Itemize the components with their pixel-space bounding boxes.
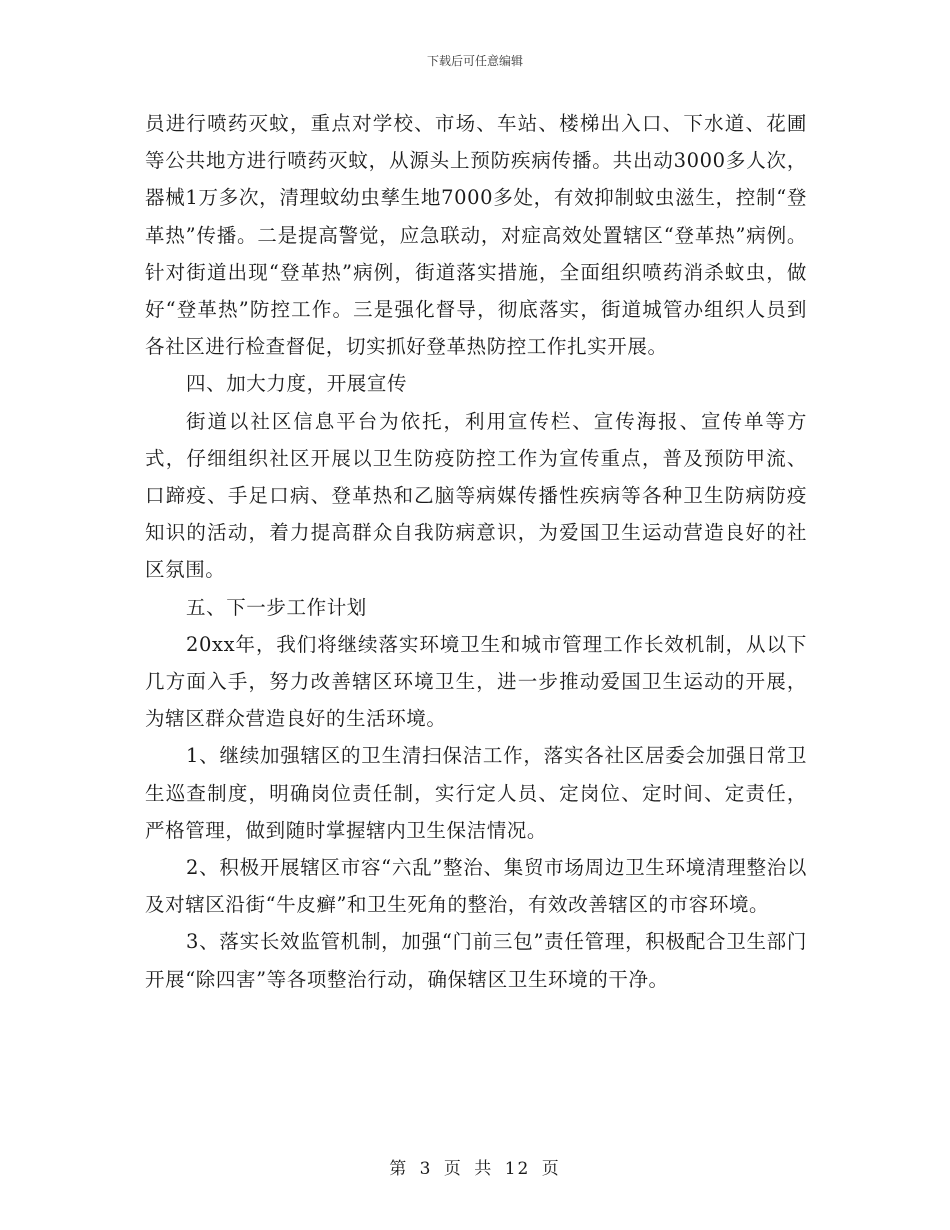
section-heading-5: 五、下一步工作计划 xyxy=(186,595,367,619)
paragraph-plan-item-3: 3、落实长效监管机制，加强“门前三包”责任管理，积极配合卫生部门开展“除四害”等各项整治行动，确保辖区卫生环境的干净。 xyxy=(145,930,807,991)
paragraph-publicity: 街道以社区信息平台为依托，利用宣传栏、宣传海报、宣传单等方式，仔细组织社区开展以卫生防疫防控工作为宣传重点，普及预防甲流、口蹄疫、手足口病、登革热和乙脑等病媒传播性疾病等各种卫生防病防疫知识的活动，着力提高群众自我防病意识，为爱国卫生运动营造良好的社区氛围。 xyxy=(145,409,807,582)
document-body xyxy=(145,105,807,998)
paragraph-plan-item-2: 2、积极开展辖区市容“六乱”整治、集贸市场周边卫生环境清理整治以及对辖区沿街“牛皮癣”和卫生死角的整治，有效改善辖区的市容环境。 xyxy=(145,856,807,917)
page-number: 第 3 页 共 12 页 xyxy=(389,1159,561,1179)
header-note: 下载后可任意编辑 xyxy=(426,54,523,68)
paragraph-plan-item-1: 1、继续加强辖区的卫生清扫保洁工作，落实各社区居委会加强日常卫生巡查制度，明确岗位责任制，实行定人员、定岗位、定时间、定责任，严格管理，做到随时掌握辖内卫生保洁情况。 xyxy=(145,744,807,842)
paragraph-plan-intro: 20xx年，我们将继续落实环境卫生和城市管理工作长效机制，从以下几方面入手，努力改善辖区环境卫生，进一步推动爱国卫生运动的开展，为辖区群众营造良好的生活环境。 xyxy=(145,632,807,731)
paragraph-continuation: 员进行喷药灭蚊，重点对学校、市场、车站、楼梯出入口、下水道、花圃等公共地方进行喷药灭蚊，从源头上预防疾病传播。共出动3000多人次，器械1万多次，清理蚊幼虫孳生地7000多处，有效抑制蚊虫滋生，控制“登革热”传播。二是提高警觉，应急联动，对症高效处置辖区“登革热”病例。针对街道出现“登革热”病例，街道落实措施，全面组织喷药消杀蚊虫，做好“登革热”防控工作。三是强化督导，彻底落实，街道城管办组织人员到各社区进行检查督促，切实抓好登革热防控工作扎实开展。 xyxy=(145,112,807,359)
section-heading-4: 四、加大力度，开展宣传 xyxy=(186,372,408,396)
